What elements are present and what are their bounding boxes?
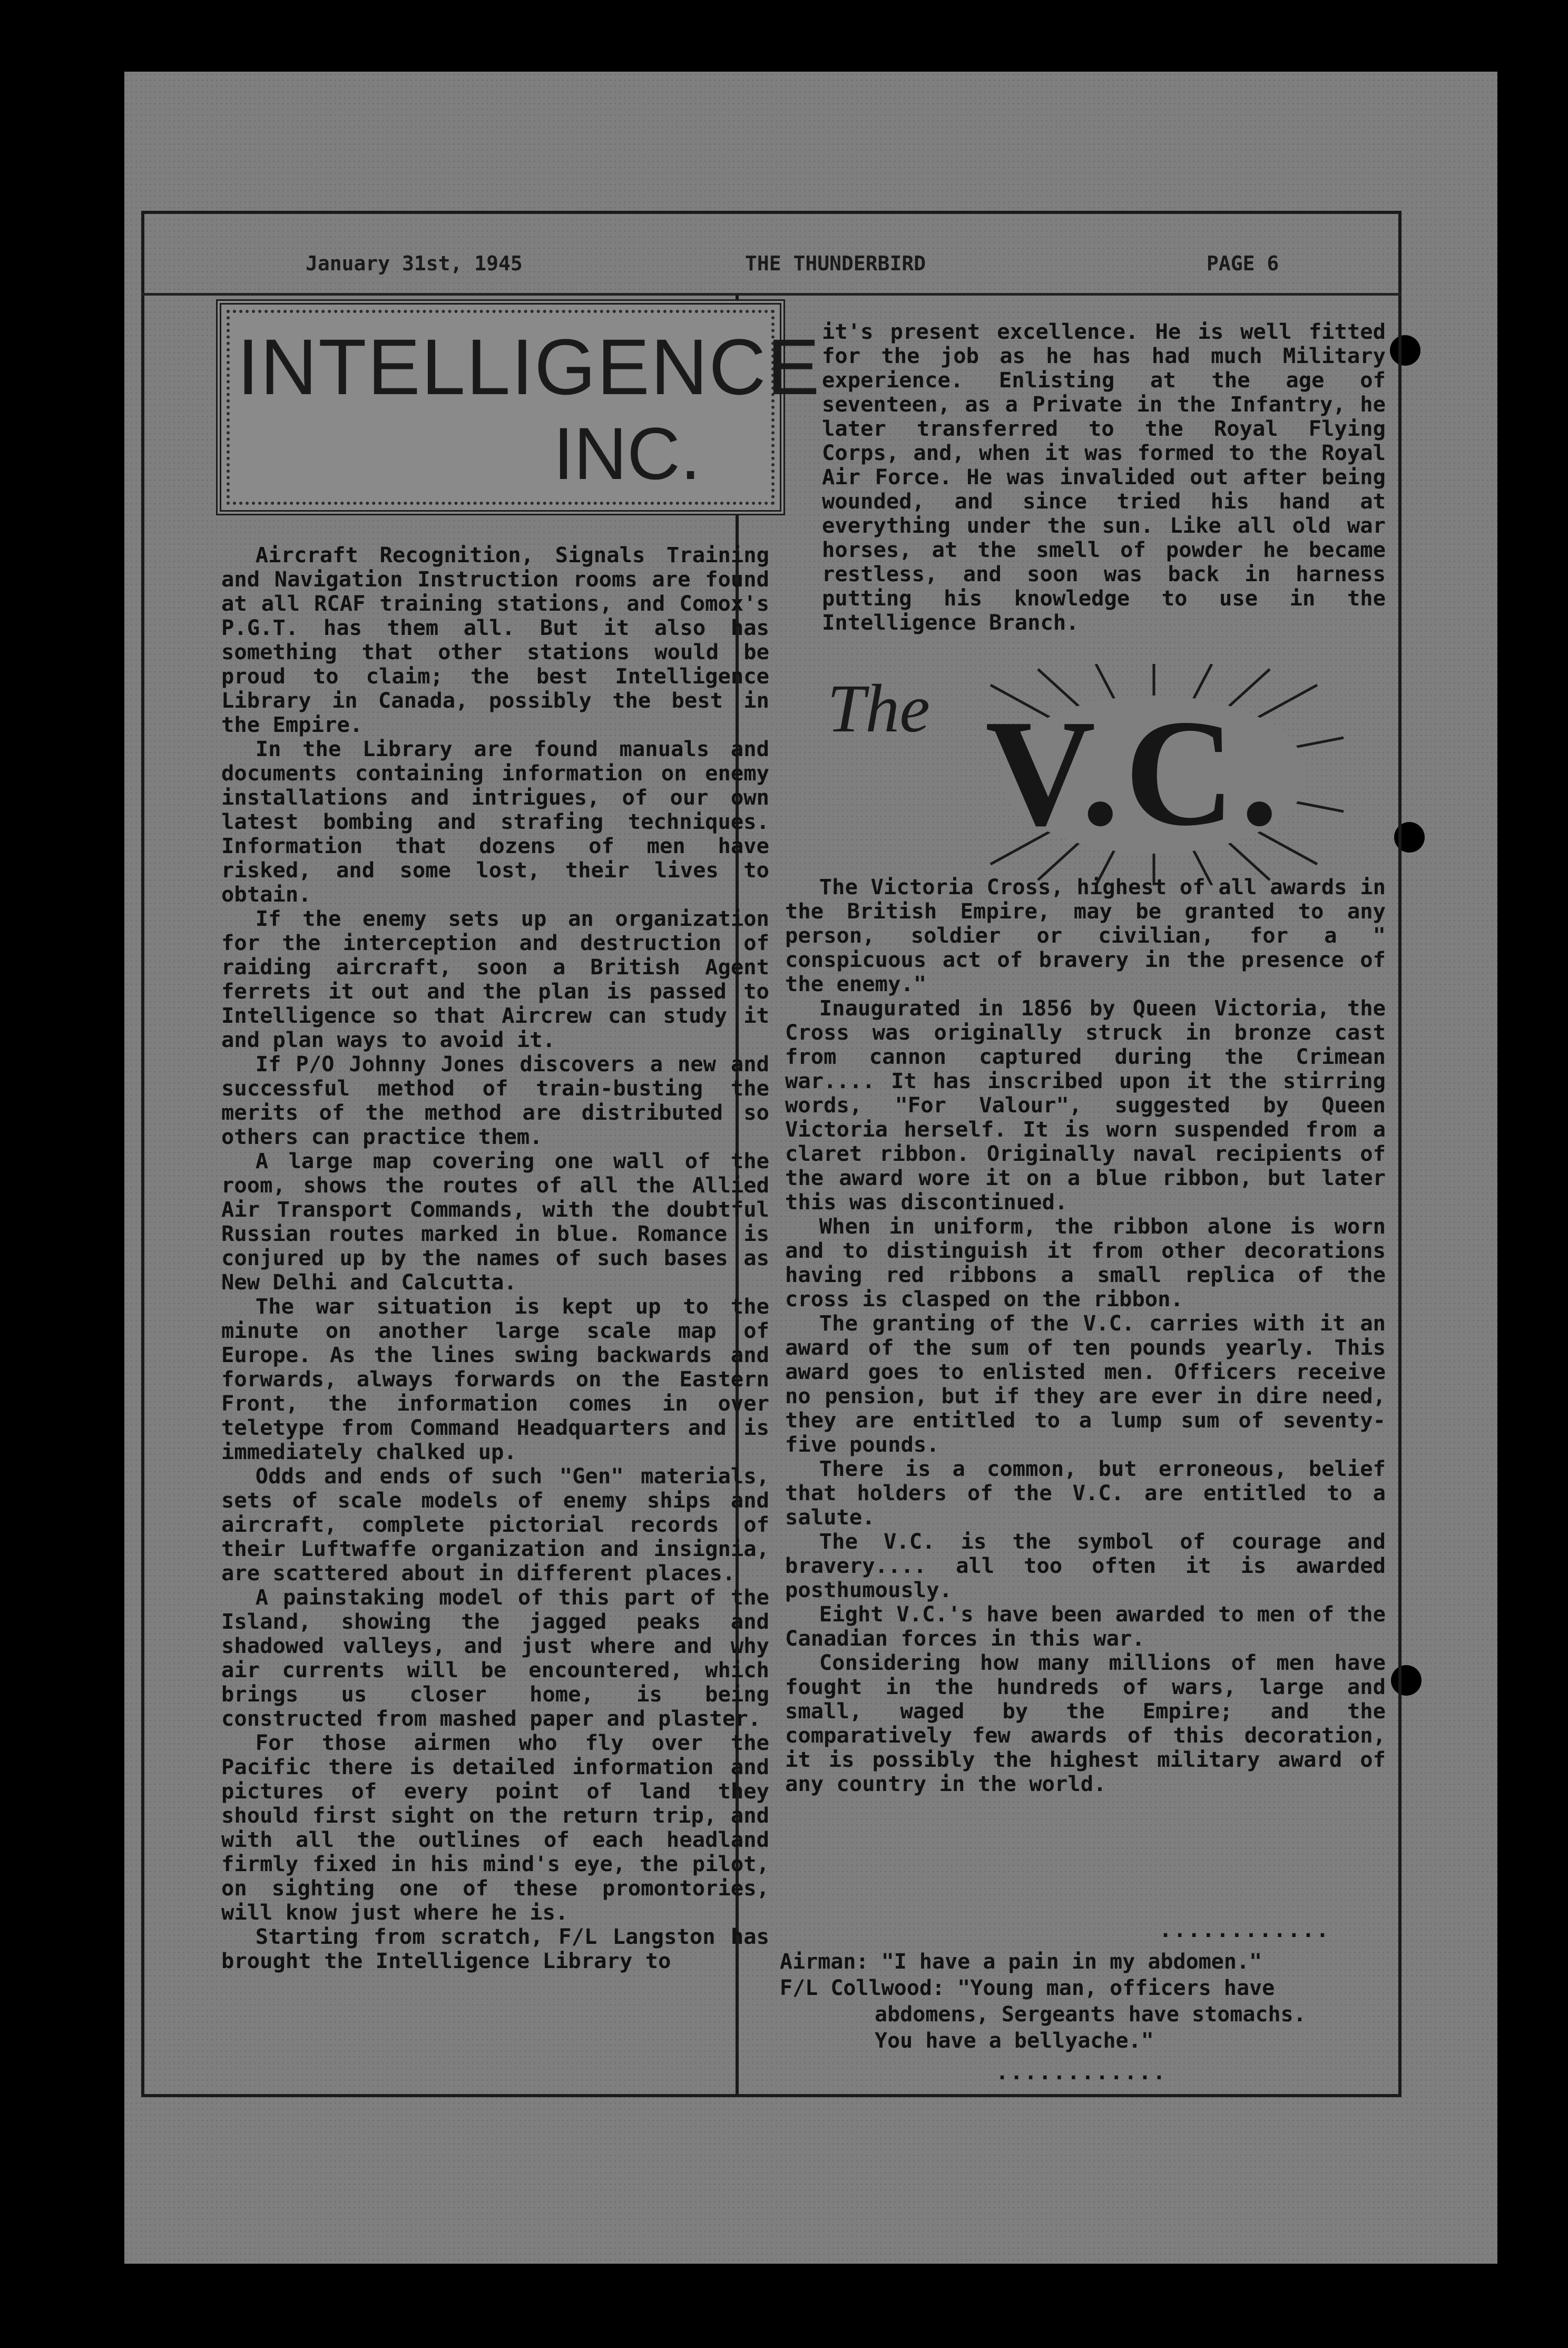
- paragraph: it's present excellence. He is well fitted for the job as he has had much Military experience. Enlisting at the age of seventeen, as a Private in the Infantry, he later transferred to the Royal Flying Corps, and, when it was formed to the Royal Air Force. He was invalided out after being wounded, and since tried his hand at everything under the sun. Like all old war horses, at the smell of powder he became restless, and soon was back in harness putting his knowledge to use in the Intelligence Branch.: [822, 319, 1386, 635]
- paragraph: If the enemy sets up an organization for the interception and destruction of raiding aircraft, soon a British Agent ferrets it out and the plan is passed to Intelligence so that Aircrew can study it and plan ways to avoid it.: [221, 906, 769, 1052]
- publication-title: THE THUNDERBIRD: [745, 252, 926, 275]
- issue-date: January 31st, 1945: [306, 252, 523, 275]
- joke-line-2: F/L Collwood: "Young man, officers have: [780, 1976, 1275, 2000]
- vc-heading-the: The: [827, 671, 930, 747]
- paragraph: The war situation is kept up to the minute on another large scale map of Europe. As the lines swing backwards and forwards, always forwards on the Eastern Front, the information comes in over teletype from Command Headquarters and is immediately chalked up.: [221, 1294, 769, 1464]
- paragraph: The Victoria Cross, highest of all awards in the British Empire, may be granted to any person, soldier or civilian, for a " conspicuous act of bravery in the presence of the enemy.": [785, 874, 1386, 996]
- left-column-text: [221, 543, 769, 1973]
- paragraph: Starting from scratch, F/L Langston has brought the Intelligence Library to: [221, 1924, 769, 1973]
- paragraph: There is a common, but erroneous, belief that holders of the V.C. are entitled to a salute.: [785, 1456, 1386, 1530]
- paragraph: For those airmen who fly over the Pacific there is detailed information and pictures of every point of land they should first sight on the return trip, and with all the outlines of each headland firmly fixed in his mind's eye, the pilot, on sighting one of these promontories, will know just where he is.: [221, 1730, 769, 1925]
- article-title-line1: INTELLIGENCE: [237, 322, 821, 411]
- right-column-text: [785, 875, 1386, 1796]
- paragraph: Eight V.C.'s have been awarded to men of the Canadian forces in this war.: [785, 1601, 1386, 1651]
- paragraph: When in uniform, the ribbon alone is worn and to distinguish it from other decorations having red ribbons a small replica of the cross is clasped on the ribbon.: [785, 1214, 1386, 1312]
- paragraph: A large map covering one wall of the room, shows the routes of all the Allied Air Transport Commands, with the doubtful Russian routes marked in blue. Romance is conjured up by the names of such bases as New Delhi and Calcutta.: [221, 1148, 769, 1295]
- joke-line-3: abdomens, Sergeants have stomachs.: [875, 2002, 1306, 2027]
- paragraph: Considering how many millions of men have fought in the hundreds of wars, large and small, waged by the Empire; and the comparatively few awards of this decoration, it is possibly the highest military award of any country in the world.: [785, 1650, 1386, 1796]
- article-title-line2: INC.: [553, 412, 701, 495]
- vc-heading-main: V.C.: [985, 688, 1284, 857]
- paragraph: Odds and ends of such "Gen" materials, sets of scale models of enemy ships and aircraft, complete pictorial records of their Luftwaffe organization and insignia, are scattered about in different places.: [221, 1463, 769, 1586]
- paragraph: In the Library are found manuals and documents containing information on enemy installations and intrigues, of our own latest bombing and strafing techniques. Information that dozens of men have risked, and some lost, their lives to obtain.: [221, 736, 769, 907]
- paragraph: The V.C. is the symbol of courage and bravery.... all too often it is awarded posthumously.: [785, 1529, 1386, 1602]
- joke-line-1: Airman: "I have a pain in my abdomen.": [780, 1950, 1262, 1974]
- right-column-continuation: [822, 319, 1386, 634]
- section-divider: ............: [1159, 1918, 1330, 1942]
- paragraph: A painstaking model of this part of the Island, showing the jagged peaks and shadowed valleys, and just where and why air currents will be encountered, which brings us closer home, is being constructed from mashed paper and plaster.: [221, 1584, 769, 1731]
- header-rule: [141, 293, 1402, 296]
- paragraph: If P/O Johnny Jones discovers a new and successful method of train-busting the merits of the method are distributed so others can practice them.: [221, 1051, 769, 1149]
- paragraph: Aircraft Recognition, Signals Training and Navigation Instruction rooms are found at all RCAF training stations, and Comox's P.G.T. has them all. But it also has something that other stations would be proud to claim; the best Intelligence Library in Canada, possibly the best in the Empire.: [221, 542, 769, 737]
- end-divider: ............: [996, 2060, 1167, 2085]
- page-number: PAGE 6: [1207, 252, 1279, 275]
- joke-line-4: You have a bellyache.": [875, 2029, 1154, 2053]
- paragraph: The granting of the V.C. carries with it an award of the sum of ten pounds yearly. This award goes to enlisted men. Officers receive no pension, but if they are ever in dire need, they are entitled to a lump sum of seventy-five pounds.: [785, 1310, 1386, 1457]
- paragraph: Inaugurated in 1856 by Queen Victoria, the Cross was originally struck in bronze cast from cannon captured during the Crimean war.... It has inscribed upon it the stirring words, "For Valour", suggested by Queen Victoria herself. It is worn suspended from a claret ribbon. Originally naval recipients of the award wore it on a blue ribbon, but later this was discontinued.: [785, 995, 1386, 1215]
